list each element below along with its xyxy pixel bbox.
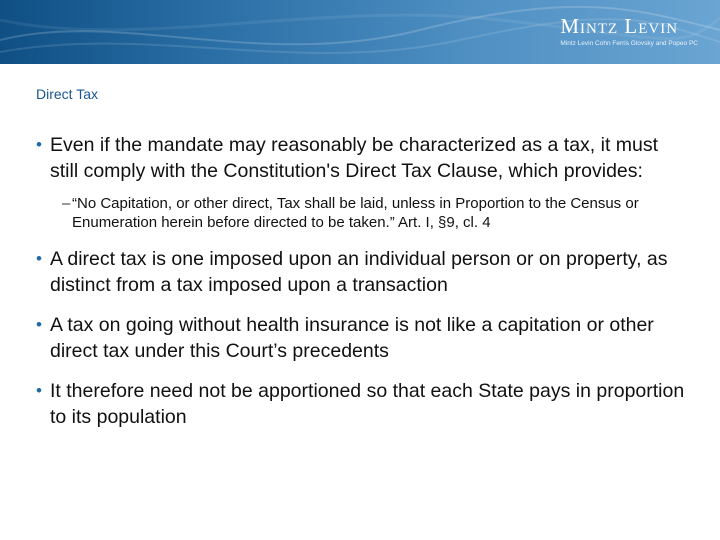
sub-bullet-text: “No Capitation, or other direct, Tax shall be laid, unless in Proportion to the Census or Enumeration herein before directed to be taken.” Art. I, §9, cl. 4 (72, 195, 639, 231)
bullet-text: A direct tax is one imposed upon an individual person or on property, as distinct from a tax imposed upon a transaction (50, 248, 668, 296)
bullet-text: Even if the mandate may reasonably be characterized as a tax, it must still comply with the Constitution's Direct Tax Clause, which provides: (50, 134, 659, 182)
dash-icon: – (62, 195, 71, 212)
slide-title: Direct Tax (36, 86, 98, 102)
bullet-item (36, 246, 691, 298)
firm-logo-subtitle: Mintz Levin Cohn Ferris Glovsky and Popeo PC (560, 40, 698, 47)
header-banner (0, 0, 720, 64)
bullet-icon: • (36, 135, 42, 154)
bullet-text: It therefore need not be apportioned so that each State pays in proportion to its population (50, 380, 685, 428)
firm-logo (560, 15, 698, 49)
sub-bullet-item (36, 194, 691, 232)
bullet-text: A tax on going without health insurance is not like a capitation or other direct tax under this Court’s precedents (50, 314, 654, 362)
bullet-icon: • (36, 315, 42, 334)
bullet-item (36, 378, 691, 430)
bullet-item (36, 312, 691, 364)
bullet-icon: • (36, 381, 42, 400)
slide-content (36, 132, 691, 444)
firm-logo-name: Mintz Levin (560, 14, 679, 38)
bullet-icon: • (36, 249, 42, 268)
bullet-item (36, 132, 691, 184)
